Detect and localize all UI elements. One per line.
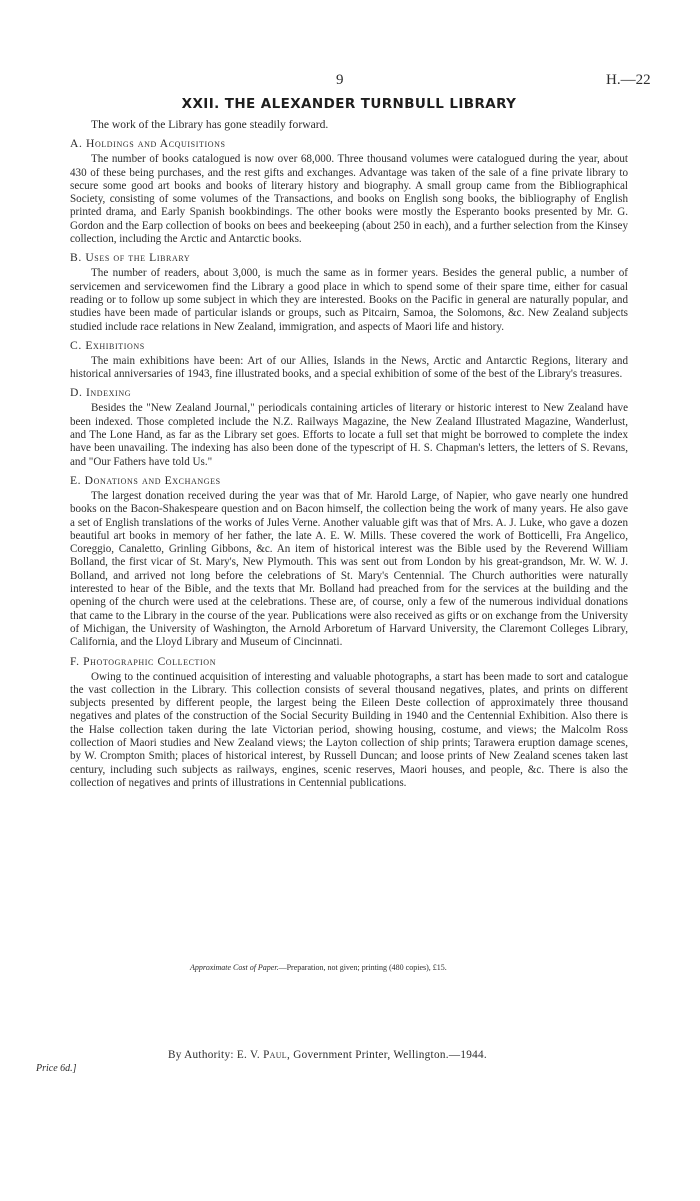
cost-label: Approximate Cost of Paper. bbox=[190, 963, 279, 972]
printer-authority bbox=[168, 1049, 487, 1061]
section-heading-donations: E. Donations and Exchanges bbox=[70, 473, 221, 487]
section-heading-indexing: D. Indexing bbox=[70, 386, 132, 400]
cost-note bbox=[190, 963, 447, 972]
authority-name: Paul, bbox=[263, 1049, 291, 1061]
section-text-indexing: Besides the "New Zealand Journal," periodicals containing articles of literary or historic interest to New Zealand have been indexed. Those completed include the N.Z. Railways Magazine, the New Zealand Illustrated Magazine, Wanderlust, and The Lone Hand, as far as the Library set goes. Efforts to locate a full set that might be borrowed to complete the index have been unavailing. The indexing has also been done of the typescript of H. S. Chapman's letters, the letters of S. Revans, and "Our Fathers have told Us." bbox=[70, 402, 628, 468]
section-text-holdings: The number of books catalogued is now over 68,000. Three thousand volumes were catalogued during the year, about 430 of these being purchases, and the rest gifts and exchanges. Advantage was taken of the sale of a fine private library to secure some good art books and books of literary history and biography. A small group came from the Bibliographical Society, consisting of some volumes of the Transactions, and books on English song books, the bibliography of English printed drama, and Early Spanish bookbindings. The other books were mostly the Esperanto books presented by Mr. G. Gordon and the Earp collection of books on bees and beekeeping (about 250 in each), and a further selection from the Kinsey collection, including the Arctic and Antarctic books. bbox=[70, 153, 628, 246]
intro-paragraph: The work of the Library has gone steadily forward. bbox=[91, 118, 329, 131]
section-text-donations: The largest donation received during the year was that of Mr. Harold Large, of Napier, who gave nearly one hundred books on the Bacon-Shakespeare question and on Bacon himself, the collection being the work of many years. He also gave a set of English translations of the works of Jules Verne. Another valuable gift was that of Mrs. A. J. Luke, who gave a dozen beautiful art books in memory of her father, the late A. E. W. Mills. These covered the work of Botticelli, Fra Angelico, Coreggio, Canaletto, Grinling Gibbons, &c. An item of historical interest was the Bible used by the Reverend William Bolland, the first vicar of St. Mary's, New Plymouth. This was sent out from London by his great-grandson, Mr. W. W. J. Bolland, and arrived not long before the celebrations of St. Mary's Centennial. The Church authorities were naturally interested to hear of the Bible, and the texts that Mr. Bolland had preached from for the services at the building and the opening of the church were used at the celebrations. These are, of course, only a few of the numerous individual donations that came to the Library in the course of the year. Publications were also received as gifts or on exchange from the University of Michigan, the University of Washington, the Arnold Arboretum of Harvard University, the Claremont Colleges Library, California, and the Lloyd Library and Museum of Cincinnati. bbox=[70, 489, 628, 649]
section-heading-exhibitions: C. Exhibitions bbox=[70, 338, 145, 352]
section-text-photographic: Owing to the continued acquisition of interesting and valuable photographs, a start has been made to sort and catalogue the vast collection in the Library. This collection consists of several thousand negatives, plates, and prints on different subjects presented by different people, the largest being the Eileen Deste collection of approximately three thousand negatives and plates of the construction of the Social Security Building in 1940 and the Centennial Exhibition. Also there is the Halse collection taken during the late Victorian period, showing housing, costume, and views; the Malcolm Ross collection of Maori studies and New Zealand views; the Layton collection of ship prints; Tarawera eruption damage scenes, by W. Crompton Smith; places of historical interest, by Russell Duncan; and loose prints of New Zealand scenes taken last century, including such subjects as railways, engines, scenic reserves, Maori houses, and people, &c. There is also the collection of negatives and prints of illustrations in Centennial publications. bbox=[70, 670, 628, 789]
cost-detail: —Preparation, not given; printing (480 copies), £15. bbox=[278, 963, 447, 972]
section-heading-uses: B. Uses of the Library bbox=[70, 251, 191, 265]
authority-prefix: By Authority: E. V. bbox=[168, 1049, 261, 1061]
price-label: Price 6d.] bbox=[36, 1063, 77, 1074]
section-text-uses: The number of readers, about 3,000, is much the same as in former years. Besides the general public, a number of servicemen and servicewomen find the Library a good place in which to spend some of their spare time, either for casual reading or to follow up some subject in which they are interested. Books on the Pacific in general are naturally popular, and studies have been made of particular islands or groups, such as Pitcairn, Samoa, the Solomons, &c. New Zealand subjects studied include race relations in New Zealand, immigration, and aspects of Maori life and history. bbox=[70, 267, 628, 333]
section-heading-photographic: F. Photographic Collection bbox=[70, 654, 217, 668]
page-number: 9 bbox=[336, 72, 344, 88]
section-heading-holdings: A. Holdings and Acquisitions bbox=[70, 137, 226, 151]
authority-suffix: Government Printer, Wellington.—1944. bbox=[293, 1049, 488, 1061]
page-title: XXII. THE ALEXANDER TURNBULL LIBRARY bbox=[181, 96, 517, 112]
main-content bbox=[70, 96, 628, 795]
section-text-exhibitions: The main exhibitions have been: Art of our Allies, Islands in the News, Arctic and Antarctic Regions, literary and historical anniversaries of 1943, fine illustrated books, and a special exhibition of some of the best of the Library's treasures. bbox=[70, 354, 628, 381]
document-reference: H.—22 bbox=[606, 72, 651, 88]
